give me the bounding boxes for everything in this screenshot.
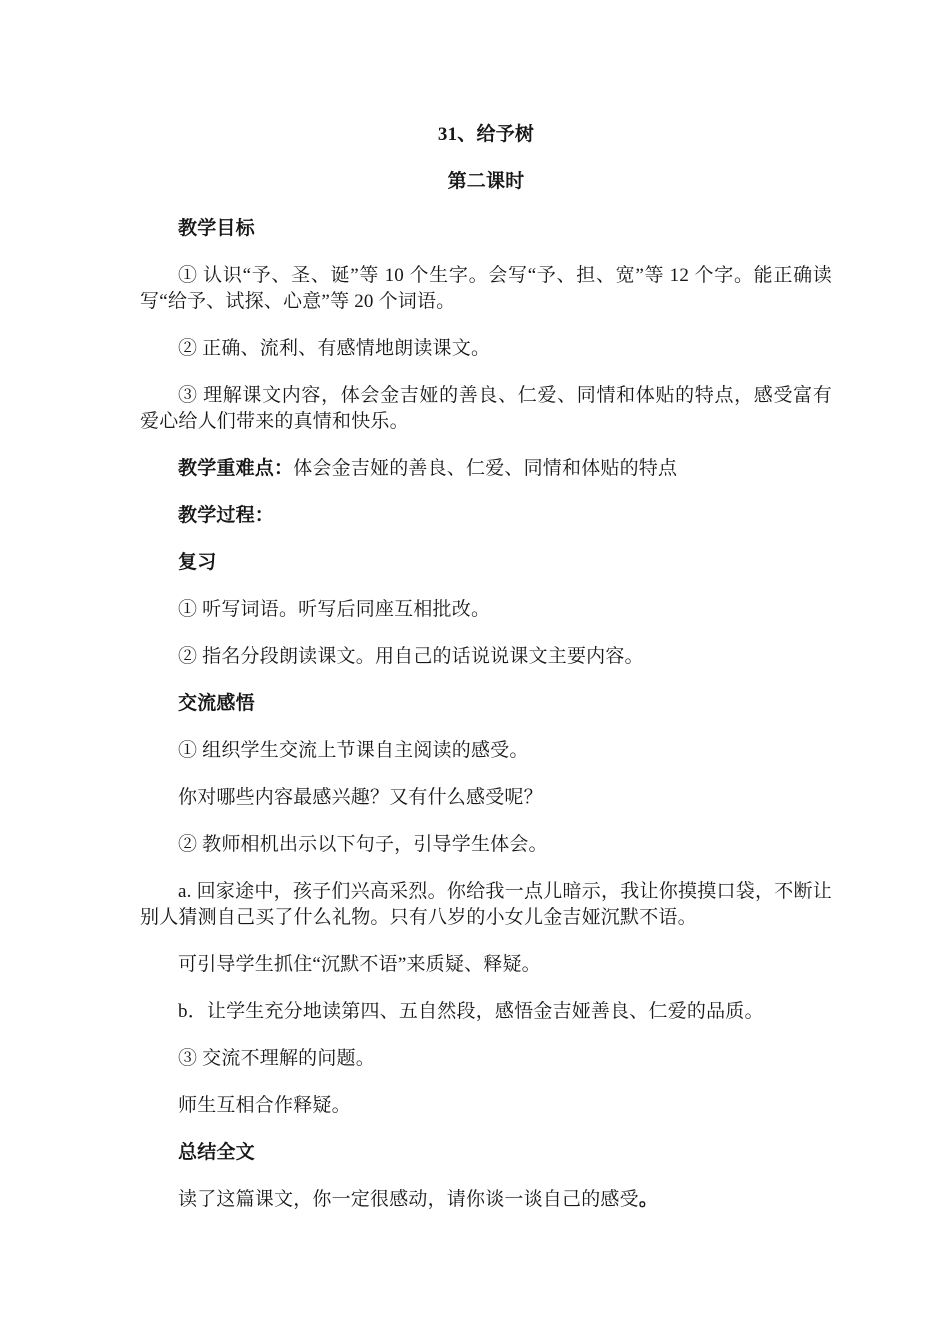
key-points-label: 教学重难点： xyxy=(178,458,294,479)
paragraph-sentence-b: b．让学生充分地读第四、五自然段，感悟金吉娅善良、仁爱的品质。 xyxy=(178,1001,764,1022)
paragraph-goal-1: ① 认识“予、圣、诞”等 10 个生字。会写“予、担、宽”等 12 个字。能正确读写“给予、试探、心意”等 20 个词语。 xyxy=(140,265,832,312)
heading-teaching-goals: 教学目标 xyxy=(178,218,255,239)
key-points-text: 体会金吉娅的善良、仁爱、同情和体贴的特点 xyxy=(293,458,678,479)
paragraph-exchange-3: ③ 交流不理解的问题。 xyxy=(178,1048,375,1069)
heading-review: 复习 xyxy=(178,552,217,573)
heading-summary: 总结全文 xyxy=(178,1142,255,1163)
paragraph-review-2: ② 指名分段朗读课文。用自己的话说说课文主要内容。 xyxy=(178,646,644,667)
paragraph-sentence-a: a. 回家途中，孩子们兴高采烈。你给我一点儿暗示，我让你摸摸口袋，不断让别人猜测自己买了什么礼物。只有八岁的小女儿金吉娅沉默不语。 xyxy=(140,881,832,928)
paragraph-key-points xyxy=(140,456,832,482)
doc-title: 31、给予树 xyxy=(437,124,535,145)
heading-teaching-process: 教学过程： xyxy=(178,505,275,526)
paragraph-goal-2: ② 正确、流利、有感情地朗读课文。 xyxy=(178,338,491,359)
summary-tail-period: 。 xyxy=(638,1189,659,1210)
paragraph-exchange-1: ① 组织学生交流上节课自主阅读的感受。 xyxy=(178,740,529,761)
heading-exchange: 交流感悟 xyxy=(178,693,255,714)
paragraph-summary xyxy=(140,1187,832,1213)
paragraph-exchange-2: ② 教师相机出示以下句子，引导学生体会。 xyxy=(178,834,548,855)
summary-text: 读了这篇课文，你一定很感动，请你谈一谈自己的感受 xyxy=(178,1189,639,1210)
doc-subtitle: 第二课时 xyxy=(447,171,525,192)
paragraph-sentence-a-note: 可引导学生抓住“沉默不语”来质疑、释疑。 xyxy=(178,954,541,975)
paragraph-review-1: ① 听写词语。听写后同座互相批改。 xyxy=(178,599,491,620)
paragraph-exchange-3-note: 师生互相合作释疑。 xyxy=(178,1095,351,1116)
paragraph-goal-3: ③ 理解课文内容，体会金吉娅的善良、仁爱、同情和体贴的特点，感受富有爱心给人们带来的真情和快乐。 xyxy=(140,385,832,432)
paragraph-exchange-question: 你对哪些内容最感兴趣？又有什么感受呢？ xyxy=(178,787,543,808)
